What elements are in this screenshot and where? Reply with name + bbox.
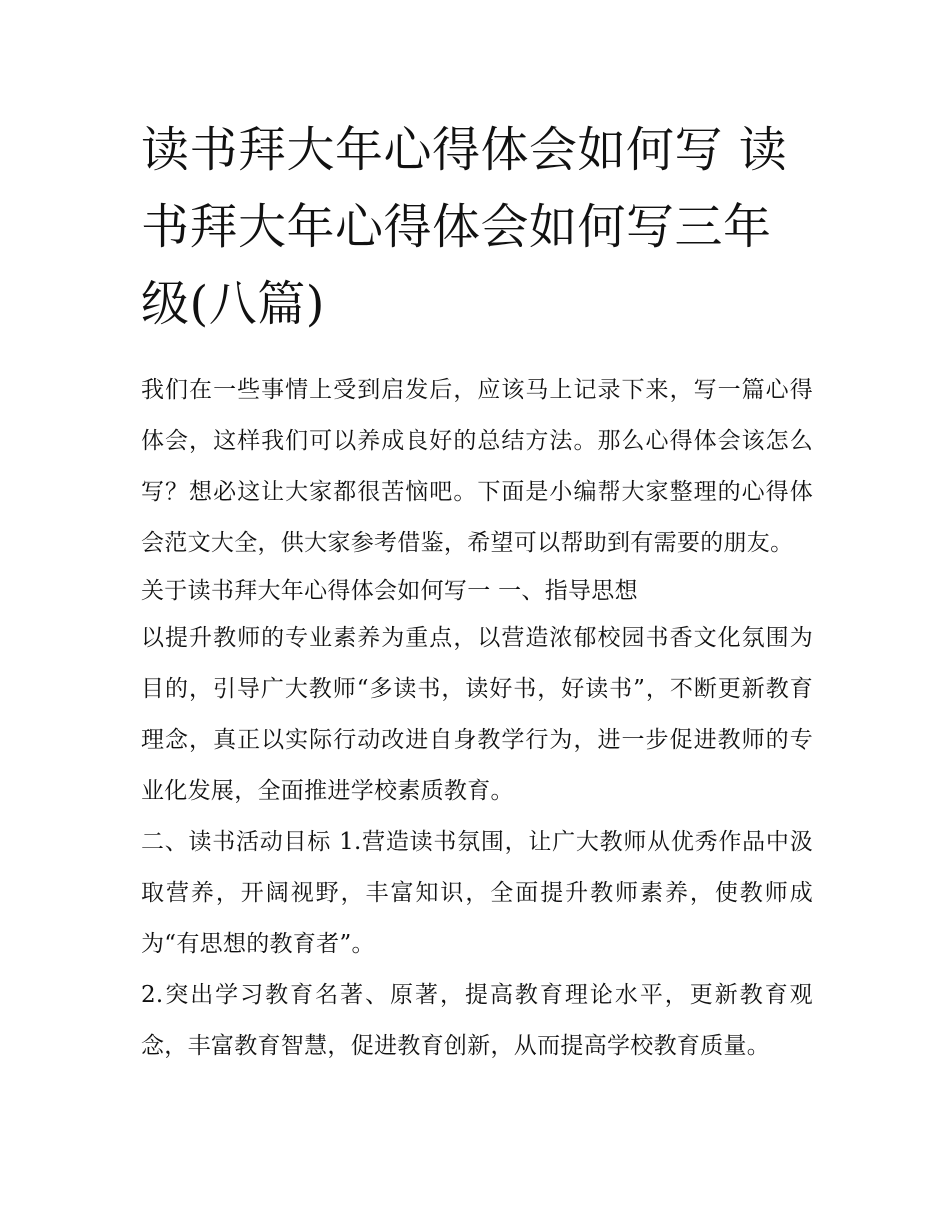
document-title: 读书拜大年心得体会如何写 读书拜大年心得体会如何写三年级(八篇) bbox=[141, 122, 788, 332]
document-body bbox=[141, 365, 813, 1072]
guiding-thought-paragraph: 以提升教师的专业素养为重点，以营造浓郁校园书香文化氛围为目的，引导广大教师“多读书，读好书，好读书”，不断更新教育理念，真正以实际行动改进自身教学行为，进一步促进教师的专业化发展，全面推进学校素质教育。 bbox=[141, 625, 813, 804]
document-page bbox=[141, 112, 813, 1072]
study-goal-paragraph: 2.突出学习教育名著、原著，提高教育理论水平，更新教育观念，丰富教育智慧，促进教育创新，从而提高学校教育质量。 bbox=[141, 982, 813, 1059]
intro-paragraph: 我们在一些事情上受到启发后，应该马上记录下来，写一篇心得体会，这样我们可以养成良好的总结方法。那么心得体会该怎么写？想必这让大家都很苦恼吧。下面是小编帮大家整理的心得体会范文大全，供大家参考借鉴，希望可以帮助到有需要的朋友。 bbox=[141, 377, 813, 556]
section-heading-paragraph: 关于读书拜大年心得体会如何写一 一、指导思想 bbox=[141, 578, 638, 604]
activity-goal-paragraph: 二、读书活动目标 1.营造读书氛围，让广大教师从优秀作品中汲取营养，开阔视野，丰富知识，全面提升教师素养，使教师成为“有思想的教育者”。 bbox=[141, 829, 813, 957]
